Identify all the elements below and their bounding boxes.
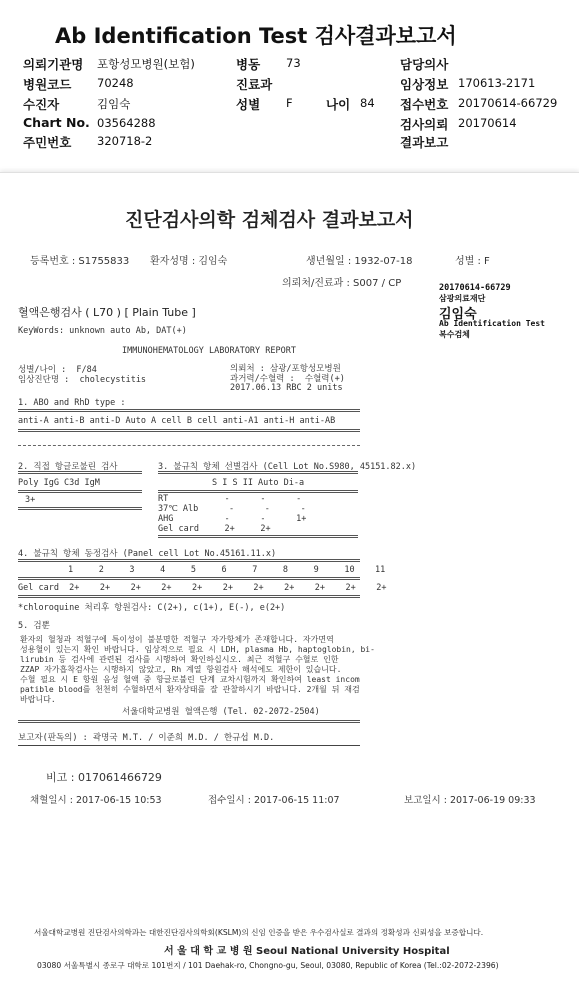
dob: 생년월일 : 1932-07-18 <box>306 256 413 267</box>
stamp-patient: 김임숙 <box>439 307 477 322</box>
dat-title: 2. 직접 항글로불린 검사 <box>18 462 118 472</box>
hospcode-label: 병원코드 <box>23 77 72 92</box>
patient-name: 환자성명 : 김임숙 <box>150 256 228 267</box>
collect-time: 채혈일시 : 2017-06-15 10:53 <box>30 795 162 806</box>
divider <box>158 535 358 538</box>
divider <box>18 507 142 510</box>
sex: 성별 : F <box>455 256 490 267</box>
report-header-title: Ab Identification Test 검사결과보고서 <box>55 24 457 48</box>
chart-label: Chart No. <box>23 115 90 130</box>
divider <box>18 409 360 412</box>
comment-text: 환자의 혈청과 적혈구에 특이성이 불분명한 적혈구 자가항체가 존재합니다. 자가면역 성용혈이 있는지 확인 바랍니다. 임상적으로 필요 시 LDH, plasma Hb, haptoglobin, bi- lirubin 등 검사에 관련된 검사를 시행하여 확인하십시오. 최근 적혈구 수혈로 인한 ZZAP 자가흡착검사는 시행하지 않았고, Rh 계열 항원검사 해석에도 제한이 있습니다. 수혈 필요 시 E 항원 음성 혈액 중 항글로불린 단계 교차시험까지 확인하여 least incom patible blood를 천천히 수혈하면서 환자상태를 잘 관찰하시기 바랍니다. 2개월 뒤 재검 바랍니다. <box>20 635 375 704</box>
screen-title: 3. 불규칙 항체 선별검사 (Cell Lot No.S980, 45151.82.x) <box>158 462 417 472</box>
panel-title: 4. 불규칙 항체 동정검사 (Panel cell Lot No.45161.11.x) <box>18 549 277 559</box>
dept: 의뢰처/진료과 : S007 / CP <box>282 278 402 289</box>
request-label: 검사의뢰 <box>400 117 449 132</box>
info-right: 의뢰처 : 삼광/포항성모병원 과거력/수혈력 : 수혈력(+) 2017.06.13 RBC 2 units <box>230 364 345 393</box>
stamp-note: 복수검체 <box>439 330 470 339</box>
scanned-report <box>0 172 579 1003</box>
divider <box>18 471 142 474</box>
chart-value: 03564288 <box>97 116 156 130</box>
clinical-label: 임상정보 <box>400 77 449 92</box>
report-time: 보고일시 : 2017-06-19 09:33 <box>404 795 536 806</box>
lab-title: IMMUNOHEMATOLOGY LABORATORY REPORT <box>122 346 296 356</box>
lab-contact: 서울대학교병원 혈액은행 (Tel. 02-2072-2504) <box>122 707 320 717</box>
patient-label: 수진자 <box>23 97 60 112</box>
dat-value: 3+ <box>25 495 36 505</box>
info-left: 성별/나이 : F/84 임상진단명 : cholecystitis <box>18 365 147 385</box>
stamp-org: 삼광의료재단 <box>439 294 486 303</box>
abo-header: anti-A anti-B anti-D Auto A cell B cell anti-A1 anti-H anti-AB <box>18 416 336 426</box>
inst-label: 의뢰기관명 <box>23 57 84 72</box>
stamp-test: Ab Identification Test <box>439 319 545 328</box>
age-value: 84 <box>360 96 375 110</box>
panel-note: *chloroquine 처리후 항원검사: C(2+), c(1+), E(-), e(2+) <box>18 603 286 613</box>
result-label: 결과보고 <box>400 135 449 150</box>
bigo: 비고 : 017061466729 <box>46 771 162 784</box>
ward-value: 73 <box>286 56 301 70</box>
divider <box>158 471 358 474</box>
divider <box>18 577 360 580</box>
screen-rows: RT - - - 37℃ Alb - - - AHG - - 1+ Gel card 2+ 2+ <box>158 494 307 534</box>
id-value: 320718-2 <box>97 134 153 148</box>
inst-value: 포항성모병원(보험) <box>97 57 195 71</box>
divider <box>18 745 360 746</box>
reg-no: 등록번호 : S1755833 <box>30 256 130 267</box>
divider <box>18 559 360 562</box>
panel-row: Gel card 2+ 2+ 2+ 2+ 2+ 2+ 2+ 2+ 2+ 2+ 2+ <box>18 583 387 593</box>
dat-header: Poly IgG C3d IgM <box>18 478 100 488</box>
clinical-value: 170613-2171 <box>458 76 536 90</box>
reporter: 보고자(판독의) : 곽명국 M.T. / 이준희 M.D. / 한규섭 M.D. <box>18 733 275 743</box>
stamp-receipt: 20170614-66729 <box>439 283 511 293</box>
footer-address: 03080 서울특별시 종로구 대학로 101번지 / 101 Daehak-ro, Chongno-gu, Seoul, 03080, Republic of Korea (Tel.:02-2072-2396) <box>37 961 499 970</box>
divider <box>18 595 360 598</box>
age-label: 나이 <box>326 97 351 112</box>
abo-title: 1. ABO and RhD type : <box>18 398 126 408</box>
sex-value: F <box>286 96 293 110</box>
divider <box>18 429 360 432</box>
patient-value: 김임숙 <box>97 97 131 111</box>
divider <box>18 445 360 446</box>
sex-label: 성별 <box>236 97 261 112</box>
receipt-label: 접수번호 <box>400 97 449 112</box>
receipt-value: 20170614-66729 <box>458 96 558 110</box>
ward-label: 병동 <box>236 57 261 72</box>
test-title: 혈액은행검사 ( L70 ) [ Plain Tube ] <box>18 306 196 319</box>
report-title: 진단검사의학 검체검사 결과보고서 <box>125 209 414 231</box>
footer-cert: 서울대학교병원 진단검사의학과는 대한진단검사의학회(KSLM)의 신임 인증을 받은 우수검사실로 결과의 정확성과 신뢰성을 보증합니다. <box>34 928 484 937</box>
dept-label: 진료과 <box>236 77 273 92</box>
request-value: 20170614 <box>458 116 517 130</box>
doctor-label: 담당의사 <box>400 57 449 72</box>
screen-header: S I S II Auto Di-a <box>212 478 305 488</box>
footer-hospital: 서 울 대 학 교 병 원 Seoul National University Hospital <box>164 946 450 957</box>
divider <box>18 720 360 723</box>
divider <box>158 490 358 493</box>
id-label: 주민번호 <box>23 135 72 150</box>
panel-cols: 1 2 3 4 5 6 7 8 9 10 11 <box>68 565 386 575</box>
receive-time: 접수일시 : 2017-06-15 11:07 <box>208 795 340 806</box>
hospcode-value: 70248 <box>97 76 134 90</box>
keywords: KeyWords: unknown auto Ab, DAT(+) <box>18 326 187 336</box>
comment-title: 5. 검뿐 <box>18 621 50 631</box>
divider <box>18 490 142 493</box>
